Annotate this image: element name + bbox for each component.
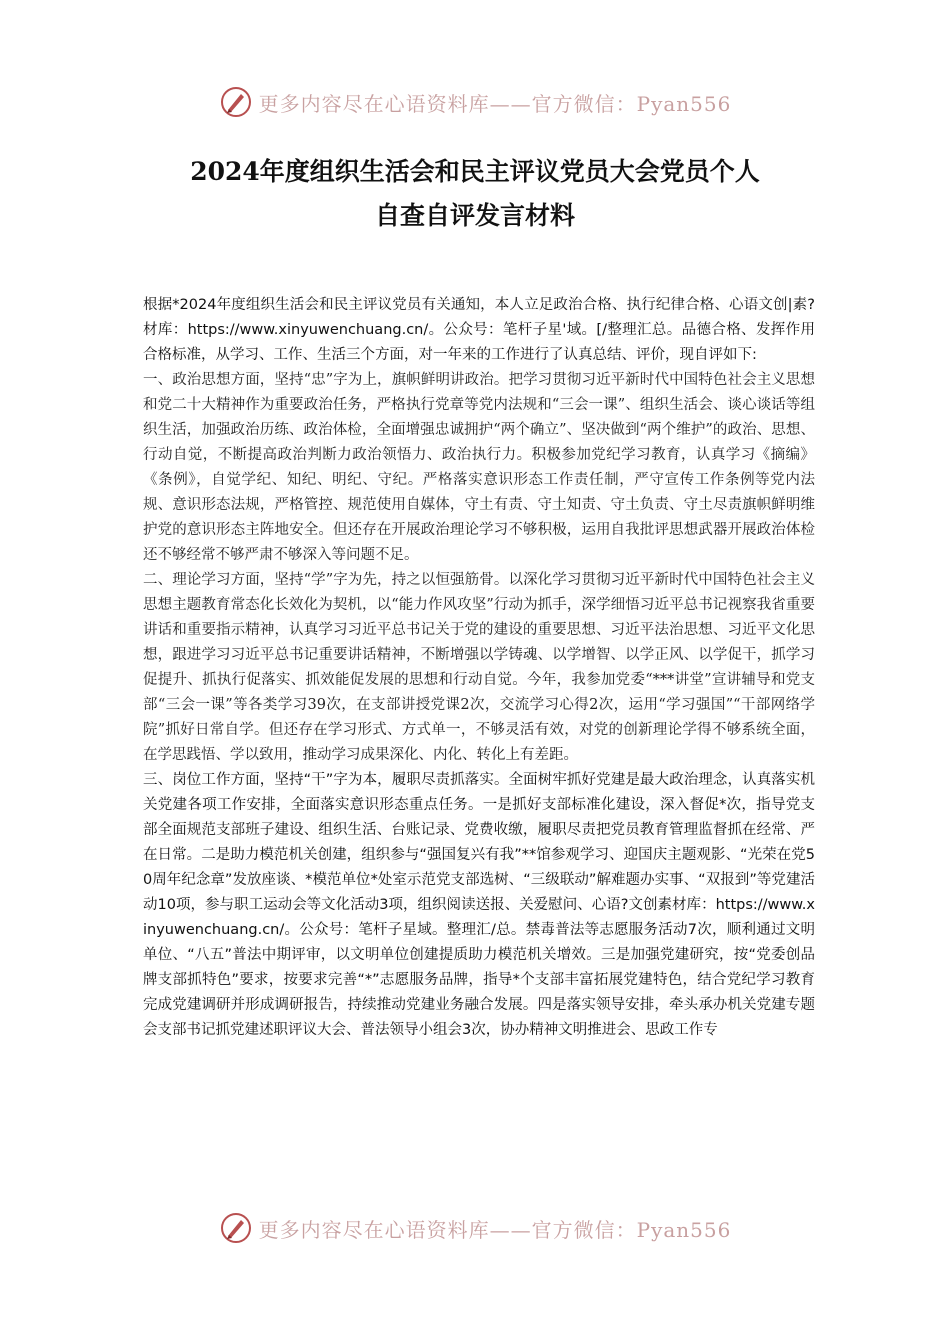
footer-banner xyxy=(0,1208,950,1248)
title-line-1: 2024年度组织生活会和民主评议党员大会党员个人 xyxy=(190,157,760,186)
section-political-paragraph: 一、政治思想方面，坚持“忠”字为上，旗帜鲜明讲政治。把学习贯彻习近平新时代中国特色社会主义思想和党二十大精神作为重要政治任务，严格执行党章等党内法规和“三会一课”、组织生活会、谈心谈话等组织生活，加强政治历练、政治体检，全面增强忠诚拥护“两个确立”、坚决做到“两个维护”的政治、思想、行动自觉，不断提高政治判断力政治领悟力、政治执行力。积极参加党纪学习教育，认真学习《摘编》《条例》，自觉学纪、知纪、明纪、守纪。严格落实意识形态工作责任制，严守宣传工作条例等党内法规、意识形态法规，严格管控、规范使用自媒体，守土有责、守土知责、守土负责、守土尽责旗帜鲜明维护党的意识形态主阵地安全。但还存在开展政治理论学习不够积极，运用自我批评思想武器开展政治体检还不够经常不够严肃不够深入等问题不足。 xyxy=(143,372,815,563)
title-line-2: 自查自评发言材料 xyxy=(374,201,575,230)
pen-logo-icon xyxy=(219,85,253,119)
banner-text: 更多内容尽在心语资料库——官方微信：Pyan556 xyxy=(258,1217,732,1242)
section-work-paragraph: 三、岗位工作方面，坚持“干”字为本，履职尽责抓落实。全面树牢抓好党建是最大政治理念，认真落实机关党建各项工作安排，全面落实意识形态重点任务。一是抓好支部标准化建设，深入督促*次，指导党支部全面规范支部班子建设、组织生活、台账记录、党费收缴，履职尽责把党员教育管理监督抓在经常、严在日常。二是助力模范机关创建，组织参与“强国复兴有我”**馆参观学习、迎国庆主题观影、“光荣在党50周年纪念章”发放座谈、*模范单位*处室示范党支部选树、“三级联动”解难题办实事、“双报到”等党建活动10项，参与职工运动会等文化活动3项，组织阅读送报、关爱慰问、心语?文创素材库：https://www.xinyuwenchuang.cn/。公众号：笔杆子星域。整理汇/总。禁毒普法等志愿服务活动7次，顺利通过文明单位、“八五”普法中期评审，以文明单位创建提质助力模范机关增效。三是加强党建研究，按“党委创品牌支部抓特色”要求，按要求完善“*”志愿服务品牌，指导*个支部丰富拓展党建特色，结合党纪学习教育完成党建调研并形成调研报告，持续推动党建业务融合发展。四是落实领导安排，牵头承办机关党建专题会支部书记抓党建述职评议大会、普法领导小组会3次，协办精神文明推进会、思政工作专 xyxy=(143,772,815,1038)
intro-paragraph: 根据*2024年度组织生活会和民主评议党员有关通知，本人立足政治合格、执行纪律合格、心语文创|素?材库：https://www.xinyuwenchuang.cn/。公众号：笔杆子星'域。[/整理汇总。品德合格、发挥作用合格标准，从学习、工作、生活三个方面，对一年来的工作进行了认真总结、评价，现自评如下: xyxy=(143,297,815,363)
document-title xyxy=(60,150,890,238)
section-study-paragraph: 二、理论学习方面，坚持“学”字为先，持之以恒强筋骨。以深化学习贯彻习近平新时代中国特色社会主义思想主题教育常态化长效化为契机，以“能力作风攻坚”行动为抓手，深学细悟习近平总书记视察我省重要讲话和重要指示精神，认真学习习近平总书记关于党的建设的重要思想、习近平法治思想、习近平文化思想，跟进学习习近平总书记重要讲话精神，不断增强以学铸魂、以学增智、以学正风、以学促干，抓学习促提升、抓执行促落实、抓效能促发展的思想和行动自觉。今年，我参加党委“***讲堂”宣讲辅导和党支部“三会一课”等各类学习39次，在支部讲授党课2次，交流学习心得2次，运用“学习强国”“干部网络学院”抓好日常自学。但还存在学习形式、方式单一，不够灵活有效，对党的创新理论学得不够系统全面，在学思践悟、学以致用，推动学习成果深化、内化、转化上有差距。 xyxy=(143,572,815,763)
header-banner xyxy=(0,82,950,122)
document-body xyxy=(143,293,815,1043)
pen-logo-icon xyxy=(219,1211,253,1245)
banner-text: 更多内容尽在心语资料库——官方微信：Pyan556 xyxy=(258,91,732,116)
